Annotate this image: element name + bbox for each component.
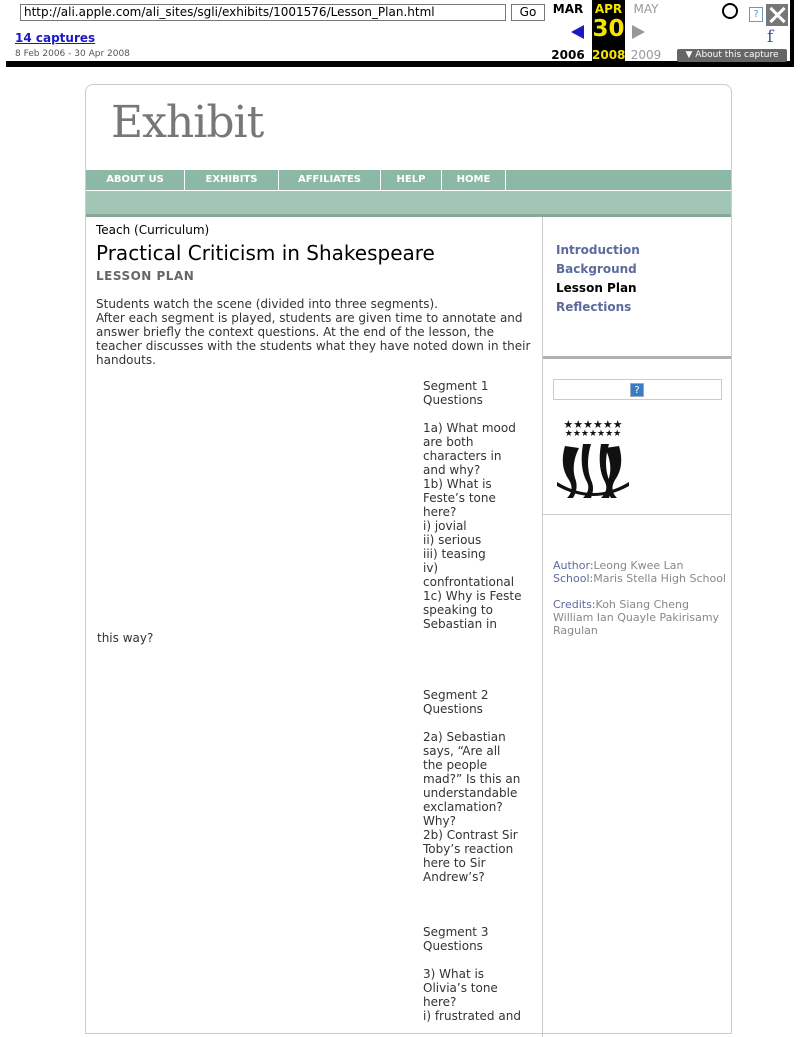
credits-value: Koh Siang Cheng William Ian Quayle Pakirisamy Ragulan — [553, 598, 720, 637]
segment-3-questions — [423, 925, 523, 1023]
next-capture-arrow-icon — [632, 25, 645, 39]
about-capture-button[interactable]: ▼ About this capture — [677, 49, 787, 62]
school-key: School: — [553, 572, 594, 585]
nav-about-us[interactable]: ABOUT US — [86, 170, 185, 190]
exhibit-logo[interactable]: Exhibit — [111, 97, 264, 148]
school-crest-icon — [553, 406, 633, 502]
svg-text:★★★★★★: ★★★★★★ — [563, 418, 623, 431]
current-month-label: APR — [594, 2, 623, 16]
media-placeholder-box — [553, 379, 722, 400]
author-key: Author: — [553, 559, 594, 572]
intro-text — [96, 297, 532, 367]
main-content — [96, 223, 532, 367]
prev-year-label[interactable]: 2006 — [551, 48, 585, 62]
page-title: Practical Criticism in Shakespeare — [96, 241, 435, 265]
segment-1-title: Segment 1 Questions — [423, 379, 489, 407]
wayback-url-input[interactable]: http://ali.apple.com/ali_sites/sgli/exhibits/1001576/Lesson_Plan.html — [20, 4, 506, 21]
segment-3-body: 3) What is Olivia’s tone here? i) frustrated and — [423, 967, 521, 1023]
sidebar-link-reflections[interactable]: Reflections — [556, 300, 632, 314]
next-month-label: MAY — [633, 2, 659, 16]
intro-line-2: After each segment is played, students are given time to annotate and answer briefly the context questions. At the end of the lesson, the teacher discusses with the students what they have noted down in their handouts. — [96, 311, 531, 367]
prev-month-label: MAR — [552, 2, 584, 16]
next-year-label: 2009 — [630, 48, 662, 62]
author-value: Leong Kwee Lan — [593, 559, 684, 572]
wayback-toolbar — [6, 0, 794, 66]
segment-2-questions — [423, 688, 523, 884]
nav-home[interactable]: HOME — [442, 170, 506, 190]
close-icon[interactable] — [766, 4, 788, 26]
wayback-date-range: 8 Feb 2006 - 30 Apr 2008 — [15, 49, 130, 59]
prev-capture-arrow-icon[interactable] — [571, 25, 584, 39]
facebook-icon[interactable]: f — [767, 27, 774, 47]
missing-plugin-icon[interactable]: ? — [630, 383, 644, 397]
capture-circle-icon[interactable] — [722, 3, 738, 19]
current-year-label: 2008 — [592, 48, 626, 62]
credits-key: Credits: — [553, 598, 596, 611]
help-icon[interactable]: ? — [749, 7, 763, 22]
page-container — [85, 84, 732, 1034]
nav-affiliates[interactable]: AFFILIATES — [279, 170, 381, 190]
nav-exhibits[interactable]: EXHIBITS — [185, 170, 279, 190]
sidebar — [543, 217, 731, 637]
lesson-plan-heading: LESSON PLAN — [96, 269, 195, 283]
sidebar-link-lesson-plan: Lesson Plan — [556, 281, 637, 295]
current-day-label: 30 — [592, 16, 625, 42]
segment-3-title: Segment 3 Questions — [423, 925, 489, 953]
sidebar-link-background[interactable]: Background — [556, 262, 637, 276]
school-value: Maris Stella High School — [593, 572, 726, 585]
sub-nav-bar — [86, 191, 731, 217]
segment-2-title: Segment 2 Questions — [423, 688, 489, 716]
nav-help[interactable]: HELP — [381, 170, 442, 190]
main-nav — [86, 170, 731, 190]
section-kicker: Teach (Curriculum) — [96, 223, 210, 237]
wayback-current-month — [592, 0, 625, 62]
sidebar-link-introduction[interactable]: Introduction — [556, 243, 640, 257]
segment-1-tail: this way? — [97, 631, 154, 645]
svg-text:★★★★★★★: ★★★★★★★ — [564, 429, 622, 439]
segment-1-body: 1a) What mood are both characters in and why? 1b) What is Feste’s tone here? i) jovial ii) serious iii) teasing iv) confrontational 1c) Why is Feste speaking to Sebastian in — [423, 421, 522, 631]
segment-2-body: 2a) Sebastian says, “Are all the people mad?” Is this an understandable exclamation? Why? 2b) Contrast Sir Toby’s reaction here to Sir Andrew’s? — [423, 730, 521, 884]
wayback-captures-link[interactable]: 14 captures — [15, 31, 96, 45]
wayback-go-button[interactable]: Go — [511, 4, 545, 21]
intro-line-1: Students watch the scene (divided into three segments). — [96, 297, 438, 311]
credits-block — [543, 515, 731, 637]
segment-1-questions — [423, 379, 523, 631]
sidebar-nav — [543, 217, 731, 359]
